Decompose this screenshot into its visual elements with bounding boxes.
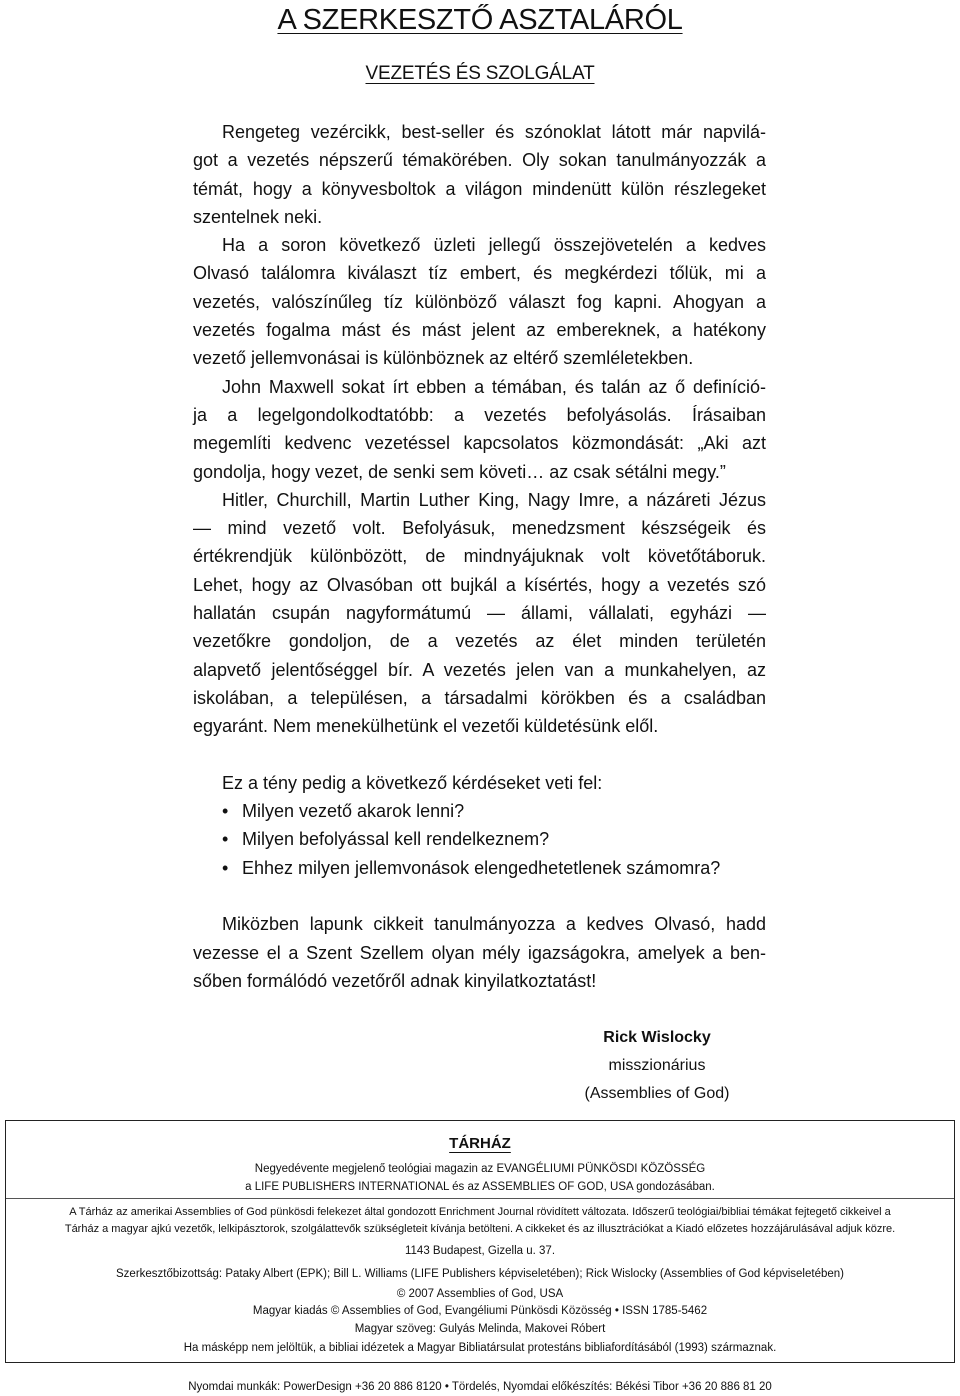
page-title xyxy=(0,3,960,37)
imprint-heading-text: TÁRHÁZ xyxy=(449,1135,511,1152)
paragraph-line: Olvasó találomra kiválaszt tíz embert, és megkérdezi tőlük, mi a xyxy=(193,263,766,284)
imprint-edition: Magyar kiadás © Assemblies of God, Evangéliumi Pünkösdi Közösség • ISSN 1785-5462 xyxy=(252,1305,708,1317)
imprint-box xyxy=(5,1120,955,1363)
closing-paragraph xyxy=(193,910,766,995)
paragraph-line: Miközben lapunk cikkeit tanulmányozza a kedves Olvasó, hadd xyxy=(222,914,766,935)
imprint-divider xyxy=(6,1198,954,1199)
imprint-editorial-board: Szerkesztőbizottság: Pataky Albert (EPK); Bill L. Williams (LIFE Publishers képviseletében); Rick Wislocky (Assemblies of God képviseletében) xyxy=(116,1268,844,1280)
signature-organization: (Assemblies of God) xyxy=(584,1085,730,1103)
paragraph-line: vezetőkre gondoljon, de a vezetés az élet minden területén xyxy=(193,631,766,652)
imprint-heading xyxy=(6,1135,954,1153)
paragraph-line: megemlíti kedvenc vezetéssel kapcsolatos közmondását: „Aki azt xyxy=(193,433,766,454)
paragraph-line: gondolja, hogy vezet, de senki sem követi… az csak sétálni megy.” xyxy=(193,461,726,482)
article-subtitle-text: VEZETÉS ÉS SZOLGÁLAT xyxy=(365,63,595,84)
paragraph xyxy=(193,118,766,231)
paragraph-line: vezesse el a Szent Szellem olyan mély igazságokra, amelyek a ben- xyxy=(193,942,766,963)
paragraph-line: Hitler, Churchill, Martin Luther King, Nagy Imre, a názáreti Jézus xyxy=(222,489,766,510)
footer-printing-credits: Nyomdai munkák: PowerDesign +36 20 886 8120 • Tördelés, Nyomdai előkészítés: Békési Tibor +36 20 886 81 20 xyxy=(188,1381,772,1393)
spacer xyxy=(193,882,766,910)
imprint-description-line: A Tárház az amerikai Assemblies of God pünkösdi felekezet által gondozott Enrichment Journal rövidített változata. Időszerű teológiai/bibliai témákat fejtegető cikkeivel a xyxy=(69,1206,891,1218)
question-list xyxy=(193,797,766,882)
signature-role: misszionárius xyxy=(608,1056,706,1074)
imprint-translation: Magyar szöveg: Gulyás Melinda, Makovei Róbert xyxy=(354,1323,606,1335)
paragraph-line: — mind vezető volt. Befolyásuk, menedzsment készségeik és xyxy=(193,518,766,539)
paragraph-line: hallatán csupán nagyformátumú — állami, vállalati, egyházi — xyxy=(193,603,766,624)
spacer xyxy=(193,995,766,1023)
paragraph-line: vezetés fogalma mást és mást jelent az embereknek, a hatékony xyxy=(193,320,766,341)
paragraph-line: Ha a soron következő üzleti jellegű összejövetelén a kedves xyxy=(222,235,766,256)
imprint-publisher-line: Negyedévente megjelenő teológiai magazin az EVANGÉLIUMI PÜNKÖSDI KÖZÖSSÉG xyxy=(254,1163,706,1175)
paragraph-line: iskolában, a településen, a társadalmi körökben és a családban xyxy=(193,687,766,708)
paragraph-line: Rengeteg vezércikk, best-seller és szónoklat látott már napvilá- xyxy=(222,122,766,142)
paragraph-line: alapvető jelentőséggel bír. A vezetés jelen van a munkahelyen, az xyxy=(193,659,766,680)
question-text: Milyen befolyással kell rendelkeznem? xyxy=(242,829,550,850)
paragraph-line: témát, hogy a könyvesboltok a világon mindenütt külön részlegeket xyxy=(193,178,766,199)
imprint-copyright: © 2007 Assemblies of God, USA xyxy=(396,1288,564,1300)
paragraph xyxy=(193,231,766,372)
bullet-icon: • xyxy=(222,801,229,822)
list-item xyxy=(193,854,766,882)
paragraph-line: Lehet, hogy az Olvasóban ott bujkál a kísértés, hogy a vezetés szó xyxy=(193,574,766,595)
paragraph-line: egyaránt. Nem menekülhetünk el vezetői küldetésünk elől. xyxy=(193,716,659,737)
list-item xyxy=(193,797,766,825)
paragraph-line: ja a legelgondolkodtatóbb: a vezetés befolyásolás. Írásaiban xyxy=(193,404,766,425)
paragraph xyxy=(193,486,766,741)
page-title-text: A SZERKESZTŐ ASZTALÁRÓL xyxy=(277,4,683,36)
spacer xyxy=(193,741,766,769)
questions-intro: Ez a tény pedig a következő kérdéseket veti fel: xyxy=(222,772,603,793)
signature xyxy=(557,1024,757,1109)
imprint-bible-note: Ha másképp nem jelöltük, a bibliai idézetek a Magyar Bibliatársulat protestáns bibliafordításából (1993) származnak. xyxy=(183,1342,777,1354)
article-subtitle xyxy=(0,63,960,85)
question-text: Milyen vezető akarok lenni? xyxy=(242,801,465,822)
question-text: Ehhez milyen jellemvonások elengedhetetlenek számomra? xyxy=(242,857,721,878)
paragraph xyxy=(193,373,766,486)
imprint-description-line: Tárház a magyar ajkú vezetők, lelkipásztorok, szolgálattevők szükségleteit kívánja betölteni. A cikkeket és az illusztrációkat a Kiadó előzetes hozzájárulásával adjuk közre. xyxy=(64,1223,896,1235)
paragraph-line: got a vezetés népszerű témakörében. Oly sokan tanulmányozzák a xyxy=(193,150,766,171)
paragraph-line: sőben formálódó vezetőről adnak kinyilatkoztatást! xyxy=(193,970,597,991)
bullet-icon: • xyxy=(222,857,229,878)
bullet-icon: • xyxy=(222,829,229,850)
list-item xyxy=(193,825,766,853)
paragraph-line: vezető jellemvonásai is különböznek az eltérő szemléletekben. xyxy=(193,348,694,369)
imprint-address: 1143 Budapest, Gizella u. 37. xyxy=(404,1245,556,1257)
imprint-publisher-line: a LIFE PUBLISHERS INTERNATIONAL és az ASSEMBLIES OF GOD, USA gondozásában. xyxy=(245,1181,715,1193)
paragraph-line: John Maxwell sokat írt ebben a témában, és talán az ő definíció- xyxy=(222,376,766,397)
paragraph-line: értékrendjük különbözött, de mindnyájuknak volt követőtáboruk. xyxy=(193,546,766,567)
signature-name: Rick Wislocky xyxy=(603,1028,711,1046)
paragraph-line: szentelnek neki. xyxy=(193,206,323,227)
paragraph-line: vezetés, valószínűleg tíz különböző választ fog kapni. Ahogyan a xyxy=(193,291,766,312)
article-body xyxy=(193,118,766,1108)
